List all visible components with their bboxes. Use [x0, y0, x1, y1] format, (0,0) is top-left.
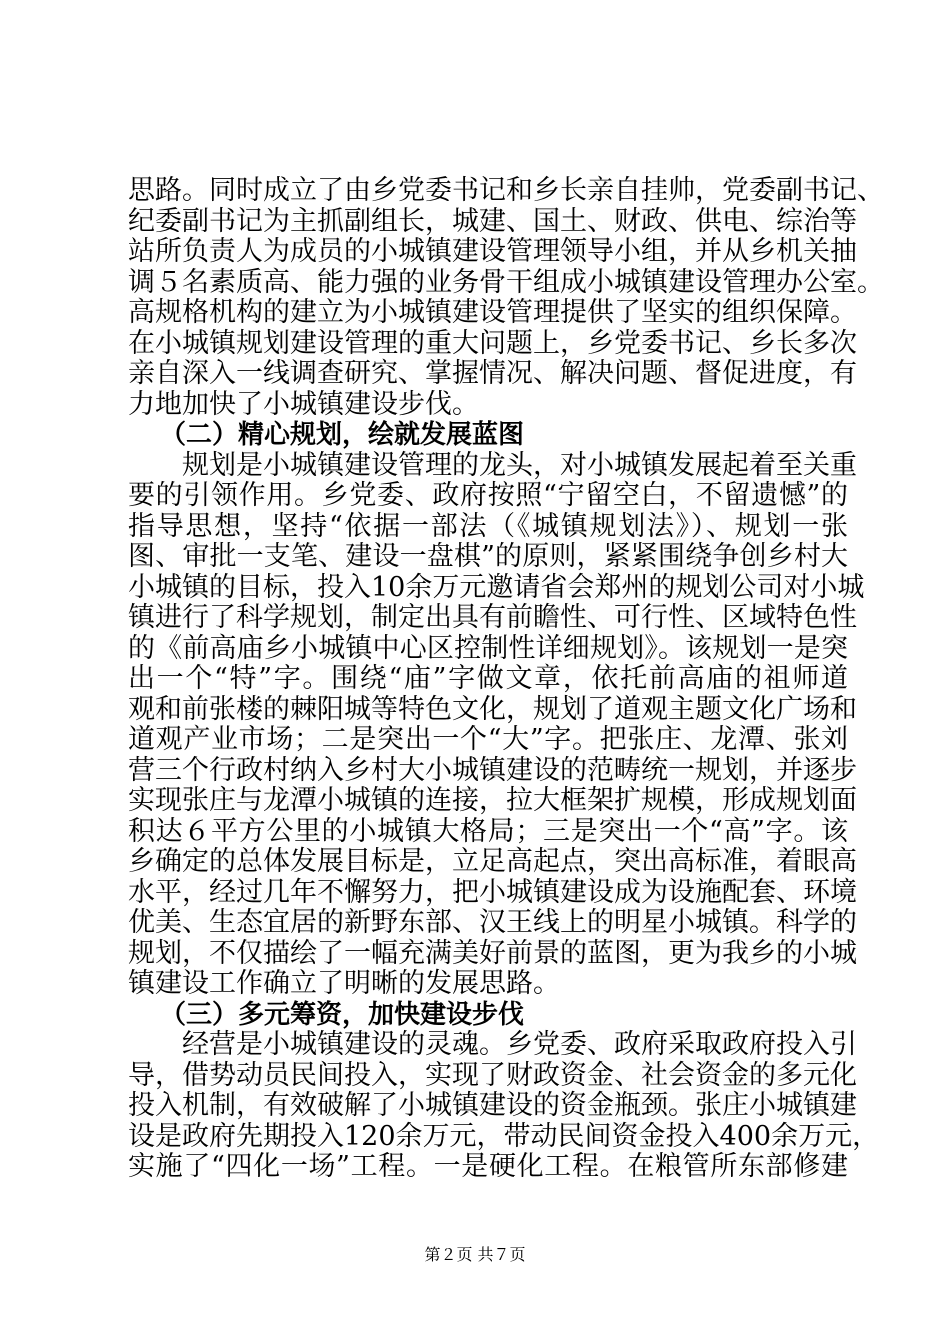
text-line: 乡确定的总体发展目标是，立足高起点，突出高标准，着眼高: [128, 846, 857, 877]
text-line: 小城镇的目标，投入10余万元邀请省会郑州的规划公司对小城: [128, 572, 865, 603]
text-line: 镇建设工作确立了明晰的发展思路。: [128, 968, 560, 999]
text-line: 高规格机构的建立为小城镇建设管理提供了坚实的组织保障。: [128, 297, 857, 328]
text-line: 投入机制，有效破解了小城镇建设的资金瓶颈。张庄小城镇建: [128, 1090, 857, 1121]
section-heading: （三）多元筹资，加快建设步伐: [160, 1000, 525, 1030]
text-line: 道观产业市场；二是突出一个“大”字。把张庄、龙潭、张刘: [128, 724, 848, 755]
text-line: 图、审批一支笔、建设一盘棋”的原则，紧紧围绕争创乡村大: [128, 541, 848, 572]
text-line: 亲自深入一线调查研究、掌握情况、解决问题、督促进度，有: [128, 358, 857, 389]
text-line: 营三个行政村纳入乡村大小城镇建设的范畴统一规划，并逐步: [128, 755, 857, 786]
text-line: 纪委副书记为主抓副组长，城建、国土、财政、供电、综治等: [128, 206, 857, 237]
text-line: 思路。同时成立了由乡党委书记和乡长亲自挂帅，党委副书记、: [128, 175, 884, 206]
text-line: 设是政府先期投入120余万元，带动民间资金投入400余万元，: [128, 1121, 880, 1152]
text-line: 在小城镇规划建设管理的重大问题上，乡党委书记、乡长多次: [128, 328, 857, 359]
text-line: 指导思想，坚持“依据一部法（《城镇规划法》）、规划一张: [128, 511, 848, 542]
text-line: 导，借势动员民间投入，实现了财政资金、社会资金的多元化: [128, 1060, 857, 1091]
text-line: 出一个“特”字。围绕“庙”字做文章，依托前高庙的祖师道: [128, 663, 848, 694]
text-line: 镇进行了科学规划，制定出具有前瞻性、可行性、区域特色性: [128, 602, 857, 633]
text-line: 实施了“四化一场”工程。一是硬化工程。在粮管所东部修建: [128, 1151, 848, 1182]
text-line: 积达６平方公里的小城镇大格局；三是突出一个“高”字。该: [128, 816, 848, 847]
text-line: 实现张庄与龙潭小城镇的连接，拉大框架扩规模，形成规划面: [128, 785, 857, 816]
text-line: 规划是小城镇建设管理的龙头，对小城镇发展起着至关重: [182, 450, 857, 481]
section-heading: （二）精心规划，绘就发展蓝图: [160, 420, 525, 450]
text-line: 优美、生态宜居的新野东部、汉王线上的明星小城镇。科学的: [128, 907, 857, 938]
text-line: 站所负责人为成员的小城镇建设管理领导小组，并从乡机关抽: [128, 236, 857, 267]
text-line: 规划，不仅描绘了一幅充满美好前景的蓝图，更为我乡的小城: [128, 938, 857, 969]
text-line: 观和前张楼的棘阳城等特色文化，规划了道观主题文化广场和: [128, 694, 857, 725]
text-line: 的《前高庙乡小城镇中心区控制性详细规划》。该规划一是突: [128, 633, 848, 664]
page-footer: 第２页 共７页: [424, 1245, 526, 1264]
text-line: 调５名素质高、能力强的业务骨干组成小城镇建设管理办公室。: [128, 267, 884, 298]
text-line: 力地加快了小城镇建设步伐。: [128, 389, 479, 420]
text-line: 水平，经过几年不懈努力，把小城镇建设成为设施配套、环境: [128, 877, 857, 908]
text-line: 要的引领作用。乡党委、政府按照“宁留空白，不留遗憾”的: [128, 480, 848, 511]
text-line: 经营是小城镇建设的灵魂。乡党委、政府采取政府投入引: [182, 1029, 857, 1060]
